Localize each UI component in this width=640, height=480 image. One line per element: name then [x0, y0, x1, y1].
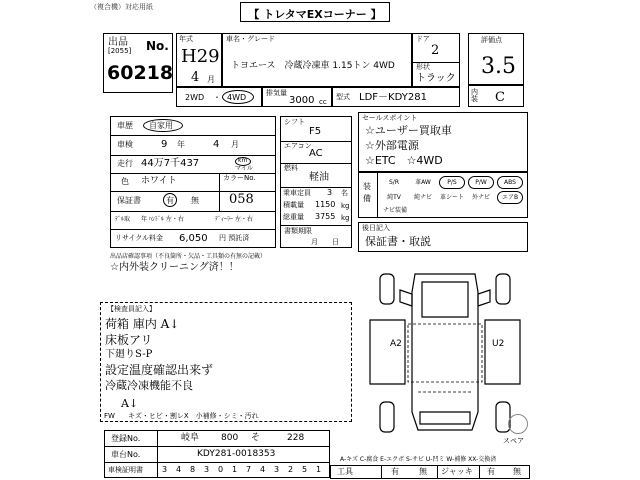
inspection-year-unit: 年 — [177, 140, 185, 149]
equipment-label: 装備 — [363, 182, 371, 203]
cert-digit: 1 — [316, 465, 322, 474]
capacity-label: 乗車定員 — [283, 189, 311, 197]
fw-items: キズ・ヒビ・割レX 小補修・シミ・汚れ — [128, 412, 259, 420]
gross-unit: kg — [341, 214, 350, 222]
sales-point-3: ☆ETC ☆4WD — [365, 154, 443, 167]
warranty-label: 保証書 — [117, 196, 141, 205]
displacement-unit: cc — [319, 98, 327, 106]
cert-digit: 5 — [302, 465, 308, 474]
warranty-no: 無 — [191, 196, 199, 205]
doors-box — [412, 33, 460, 87]
cert-digit: 2 — [288, 465, 294, 474]
equip-ext-navi: 外ナビ — [471, 194, 490, 201]
spec-table — [110, 116, 276, 248]
fuel-value: 軽油 — [309, 172, 329, 183]
inspector-line-5: 冷蔵冷凍機能不良 — [105, 379, 193, 392]
registration-table — [104, 430, 330, 478]
equip-navi: 純ナビ — [413, 194, 432, 201]
warranty-yes: 有 — [166, 196, 174, 205]
model-box — [332, 87, 460, 107]
equipment-row-2 — [381, 191, 527, 205]
jack-value: 有 — [487, 467, 495, 476]
registration-kana: そ — [251, 433, 261, 443]
mileage-label: 走行 — [117, 159, 133, 168]
deadline-label: 書類期限 — [284, 227, 312, 235]
equip-pw: P/W — [468, 176, 494, 189]
diagram-mark-a2: A2 — [390, 339, 402, 349]
gross-value: 3755 — [315, 212, 336, 221]
displacement-label: 排気量 — [266, 89, 287, 97]
fw-label: FW — [104, 412, 115, 420]
color-no-value: 058 — [229, 192, 254, 207]
ac-label: エアコン — [284, 142, 312, 150]
diagram-mark-u2: U2 — [492, 339, 505, 349]
equip-tv: 純TV — [387, 194, 401, 201]
load-value: 1150 — [315, 200, 336, 209]
chassis-value: KDY281-0018353 — [197, 449, 276, 459]
recycle-unit: 円 預託済 — [219, 234, 250, 242]
shift-label: シフト — [284, 118, 305, 126]
banner — [240, 2, 390, 22]
inspector-line-2: 床板アリ — [105, 333, 153, 347]
usage-value: 自家用 — [149, 121, 173, 130]
shape-label: 形状 — [416, 63, 430, 71]
exhibitor-text: ☆内外装クリーニング済！！ — [110, 262, 239, 273]
deadline-unit: 月 日 — [311, 238, 339, 246]
cert-label: 車検証明書 — [108, 466, 143, 474]
jack-label: ジャッキ — [441, 467, 473, 476]
equipment-box — [358, 172, 528, 218]
month-value: 4 — [191, 70, 200, 85]
damage-legend: A-キズ C-腐食 E-エクボ S-サビ U-凹ミ W-補修 XX-交換済 — [340, 456, 497, 463]
inspector-box — [100, 302, 352, 422]
recycle-label: リサイクル料金 — [115, 234, 164, 242]
top-note: （複合機）対応用紙 — [90, 3, 153, 11]
year-label: 年式 — [179, 35, 193, 43]
cert-digit: 8 — [190, 465, 196, 474]
sales-point-2: ☆外部電源 — [365, 139, 419, 152]
equipment-row-1 — [381, 176, 527, 190]
name-label: 車名・グレード — [226, 35, 275, 43]
mech-table — [280, 116, 352, 248]
cert-digits — [159, 462, 329, 477]
spare-label: スペア — [503, 437, 524, 445]
tools-table — [330, 465, 530, 479]
cert-digit: 4 — [260, 465, 266, 474]
year-value: H29 — [181, 46, 220, 67]
fuel-label: 燃料 — [284, 164, 298, 172]
spare-tire-icon — [508, 414, 528, 434]
lane-label: 出品 — [108, 37, 128, 48]
color-label: 色 — [121, 177, 129, 186]
equip-sr: S/R — [389, 179, 399, 186]
interior-box — [468, 85, 524, 107]
equip-airbag: エアB — [497, 191, 523, 204]
fw-row — [104, 410, 344, 424]
cert-digit: 3 — [204, 465, 210, 474]
no-label: No. — [146, 39, 169, 53]
mileage-unit-km: km — [238, 157, 248, 164]
inspection-year: 9 — [161, 139, 168, 150]
shape-value: トラック — [416, 73, 456, 84]
inspector-line-6: A↓ — [121, 397, 139, 410]
name-value: トヨエース 冷蔵冷凍車 1.15トン 4WD — [231, 61, 395, 71]
grade-score: 3.5 — [481, 54, 516, 79]
cert-digit: 7 — [246, 465, 252, 474]
drive-2wd: 2WD — [185, 93, 205, 102]
inspection-month-unit: 月 — [231, 140, 239, 149]
year-box — [176, 33, 222, 87]
lane-sub: [2055] — [108, 47, 132, 55]
cert-digit: 1 — [232, 465, 238, 474]
capacity-unit: 名 — [341, 189, 348, 197]
steering-label: ﾃﾞﾙ取 — [115, 216, 131, 223]
drive-4wd: 4WD — [227, 93, 247, 102]
usage-label: 車歴 — [117, 121, 133, 130]
inspector-line-1: 荷箱 庫内 A↓ — [105, 317, 180, 331]
equip-seat: 革シート — [440, 194, 465, 201]
lot-box — [103, 33, 173, 93]
interior-label: 内装 — [471, 88, 478, 103]
sales-points-label: セールスポイント — [362, 114, 418, 122]
capacity-value: 3 — [327, 188, 333, 197]
registration-number: 228 — [287, 433, 305, 443]
model-label: 型式 — [336, 93, 350, 101]
recycle-value: 6,050 — [179, 233, 208, 244]
shift-value: F5 — [309, 126, 322, 137]
notes-box — [358, 222, 528, 252]
equip-abs: ABS — [497, 176, 523, 189]
model-value: LDF－KDY281 — [359, 92, 427, 103]
inspector-line-3: 下廻りS-P — [105, 349, 153, 360]
tools-no: 無 — [419, 467, 427, 476]
notes-text: 保証書・取説 — [365, 235, 431, 248]
doors-value: 2 — [431, 43, 440, 58]
inspection-label: 車検 — [117, 140, 133, 149]
chassis-label: 車台No. — [111, 450, 141, 459]
dealer-label: ﾃﾞｨｰﾗｰ 左・右 — [215, 216, 253, 223]
displacement-box — [262, 87, 332, 107]
car-diagram — [360, 262, 530, 442]
tools-value: 有 — [391, 467, 399, 476]
grade-label: 評価点 — [481, 36, 502, 44]
sales-points-box — [358, 112, 528, 172]
cert-digit: 4 — [176, 465, 182, 474]
mileage-unit-mile: マイル — [235, 165, 253, 172]
ac-value: AC — [309, 148, 323, 159]
gross-label: 総重量 — [283, 213, 304, 221]
steering-value: 年 ﾊﾝﾄﾞﾙ 左・右 — [141, 216, 184, 223]
registration-place: 岐阜 — [181, 433, 200, 443]
color-no-label: カラーNo. — [223, 174, 256, 182]
name-box — [222, 33, 412, 87]
cert-digit: 3 — [274, 465, 280, 474]
registration-label: 登録No. — [111, 434, 141, 443]
equipment-navi-label: ナビ装備 — [383, 207, 408, 214]
doors-label: ドア — [416, 35, 430, 43]
registration-class: 800 — [221, 433, 239, 443]
equip-ps: P/S — [439, 176, 465, 189]
inspector-label: 【検査員記入】 — [107, 305, 156, 313]
load-label: 積載量 — [283, 201, 304, 209]
lot-number: 60218 — [107, 62, 174, 84]
banner-text: 【 トレタマEXコーナー 】 — [248, 8, 382, 21]
color-value: ホワイト — [141, 176, 177, 186]
tools-label: 工具 — [337, 467, 353, 476]
notes-label: 後日記入 — [362, 224, 390, 232]
displacement-value: 3000 — [289, 95, 315, 106]
exhibitor-label: 出品店確認事項（不良箇所・欠品・工具類の有無の記載） — [110, 253, 267, 260]
drive-box: 2WD ・ 4WD — [176, 87, 262, 107]
cert-digit: 3 — [162, 465, 168, 474]
cert-digit: 0 — [218, 465, 224, 474]
jack-no: 無 — [513, 467, 521, 476]
grade-box — [468, 33, 524, 85]
equip-aw: 革AW — [415, 179, 431, 186]
load-unit: kg — [341, 202, 350, 210]
mileage-value: 44万7千437 — [141, 158, 200, 169]
sales-point-1: ☆ユーザー買取車 — [365, 124, 452, 137]
inspection-month: 4 — [213, 139, 220, 150]
interior-value: C — [495, 90, 505, 105]
month-unit: 月 — [207, 75, 215, 84]
inspector-line-4: 設定温度確認出来ず — [105, 363, 214, 377]
